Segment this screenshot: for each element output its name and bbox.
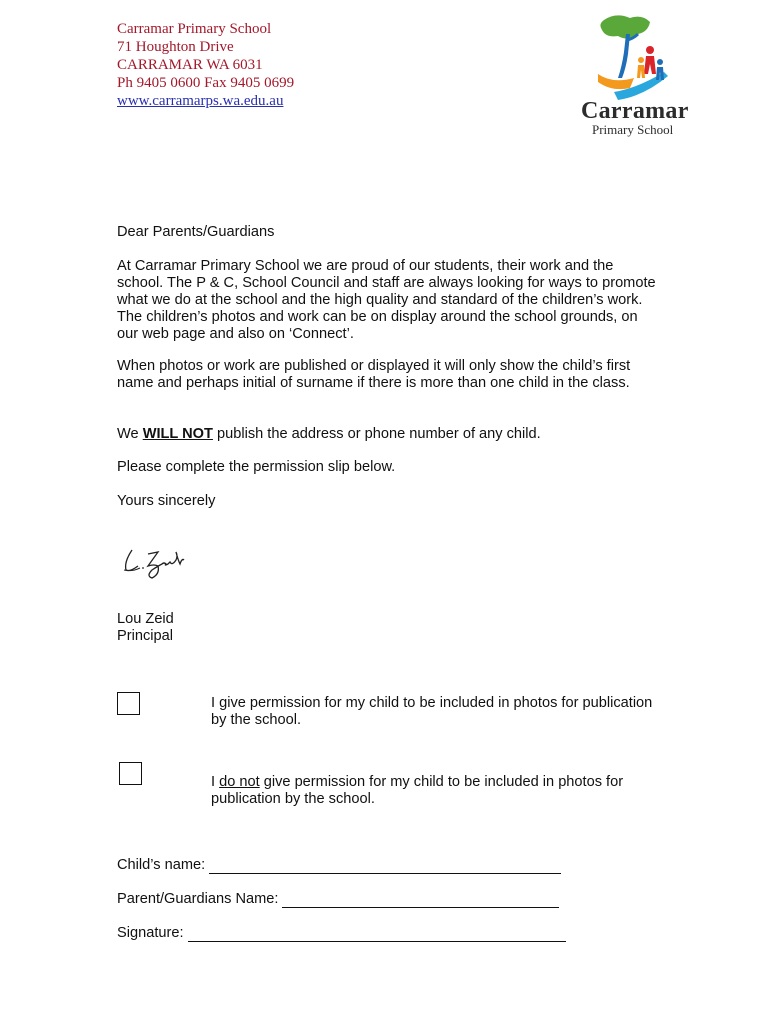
logo-subtitle: Primary School: [592, 122, 674, 137]
will-not-post: publish the address or phone number of any child.: [212, 426, 541, 442]
paragraph-complete-slip: Please complete the permission slip below.: [117, 459, 396, 475]
will-not-pre: We: [117, 426, 143, 442]
school-suburb: CARRAMAR WA 6031: [117, 57, 263, 73]
parent-name-field[interactable]: [117, 891, 559, 908]
salutation: Dear Parents/Guardians: [117, 224, 275, 240]
school-phone: Ph 9405 0600 Fax 9405 0699: [117, 75, 295, 91]
signature-field[interactable]: [117, 925, 566, 942]
school-name: Carramar Primary School: [117, 21, 272, 37]
deny-emphasis: do not: [219, 774, 260, 790]
deny-pre: I: [211, 774, 220, 790]
give-permission-checkbox[interactable]: [117, 692, 140, 715]
signatory-name: Lou Zeid: [117, 611, 174, 627]
parent-name-line[interactable]: [282, 893, 559, 908]
paragraph-pride: At Carramar Primary School we are proud of our students, their work and the school. The P & C, School Council and staff are always looking for ways to promote what we do at the school and the high quality and standard of the children’s work. The children’s photos and work can be on display around the school grounds, on our web page and also on ‘Connect’.: [117, 258, 656, 342]
give-permission-label: I give permission for my child to be included in photos for publication by the school.: [211, 695, 653, 728]
signatory-title: Principal: [117, 628, 173, 644]
signature-label: Signature:: [117, 925, 184, 941]
parent-name-label: Parent/Guardians Name:: [117, 891, 279, 907]
school-street: 71 Houghton Drive: [117, 39, 234, 55]
paragraph-privacy: When photos or work are published or displayed it will only show the child’s first name and perhaps initial of surname if there is more than one child in the class.: [117, 358, 631, 391]
child-name-line[interactable]: [209, 859, 561, 874]
child-name-field[interactable]: [117, 857, 561, 874]
child-name-label: Child’s name:: [117, 857, 206, 873]
letterhead: [117, 20, 294, 110]
closing: Yours sincerely: [117, 493, 216, 509]
school-website-link[interactable]: www.carramarps.wa.edu.au: [117, 93, 284, 109]
deny-permission-label: [211, 774, 671, 808]
will-not-emphasis: WILL NOT: [142, 426, 213, 442]
logo-title: Carramar: [581, 98, 689, 124]
signature-line[interactable]: [188, 927, 566, 942]
deny-permission-checkbox[interactable]: [119, 762, 142, 785]
paragraph-will-not: [117, 426, 662, 443]
principal-signature-image: [118, 540, 190, 580]
deny-post: give permission for my child to be included in photos for publication by the school.: [211, 774, 624, 807]
